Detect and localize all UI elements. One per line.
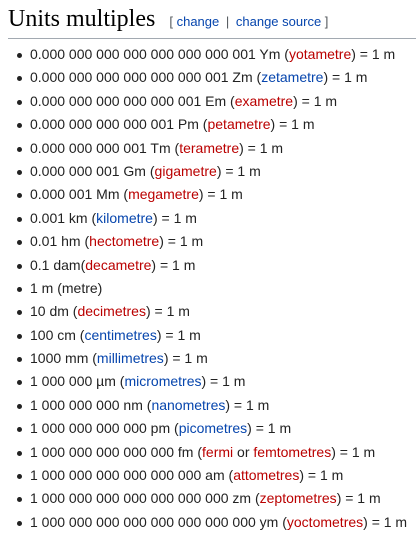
close-text: ) = 1 m <box>323 69 368 86</box>
unit-value: 0.000 001 Mm <box>30 186 120 203</box>
open-text: ( <box>115 373 125 390</box>
change-source-link[interactable]: change source <box>235 14 322 29</box>
open-text: ( <box>119 186 129 203</box>
open-text: ( <box>226 92 235 109</box>
open-text: ( <box>88 350 97 367</box>
unit-name-link[interactable]: hectometre <box>89 233 160 250</box>
close-text: ) = 1 m <box>336 490 381 507</box>
unit-value: 0.000 000 000 000 001 Pm <box>30 116 199 133</box>
close-text: ) = 1 m <box>247 420 292 437</box>
open-text: ( <box>145 162 155 179</box>
list-item <box>0 90 418 113</box>
list-item <box>0 464 418 487</box>
close-text: ) = 1 m <box>299 467 344 484</box>
close-text: ) = 1 m <box>145 303 190 320</box>
list-item <box>0 277 418 300</box>
section-title: Units multiples <box>8 6 156 32</box>
link-joiner: or <box>233 443 254 460</box>
close-text: ) = 1 m <box>152 209 197 226</box>
unit-name-link[interactable]: terametre <box>179 139 240 156</box>
unit-value: 0.01 hm <box>30 233 81 250</box>
unit-value: 1 000 000 000 000 pm <box>30 420 171 437</box>
list-item <box>0 66 418 89</box>
unit-value: 0.000 000 001 Gm <box>30 162 146 179</box>
unit-value: 100 cm <box>30 326 76 343</box>
list-item <box>0 207 418 230</box>
open-text: ( <box>68 303 78 320</box>
unit-name-link[interactable]: zetametre <box>261 69 324 86</box>
open-text: ( <box>280 46 289 62</box>
unit-value: 10 dm <box>30 303 69 320</box>
list-item <box>0 441 418 464</box>
open-text: ( <box>170 420 179 437</box>
unit-value: 0.000 000 000 000 000 001 Em <box>30 92 227 109</box>
unit-name-link[interactable]: kilometre <box>96 209 153 226</box>
unit-value: 1 000 000 000 nm <box>30 396 143 413</box>
unit-name-link[interactable]: nanometres <box>151 396 226 413</box>
edit-separator: | <box>225 14 230 29</box>
open-text: ( <box>170 139 180 156</box>
unit-value: 0.1 dam <box>30 256 81 273</box>
edit-open-bracket: [ <box>169 14 173 29</box>
unit-name-link[interactable]: megametre <box>128 186 199 203</box>
list-item <box>0 160 418 183</box>
close-text: ) = 1 m <box>331 443 376 460</box>
list-item <box>0 324 418 347</box>
open-text: ( <box>224 467 234 484</box>
close-text: ) = 1 m <box>270 116 315 133</box>
unit-name-link[interactable]: decimetres <box>77 303 146 320</box>
close-text: ) = 1 m <box>151 256 196 273</box>
unit-name-link[interactable]: fermi <box>202 443 234 460</box>
close-text: ) = 1 m <box>159 233 204 250</box>
edit-close-bracket: ] <box>324 14 329 29</box>
edit-section-links <box>169 14 328 29</box>
open-text: ( <box>80 233 90 250</box>
unit-name-link[interactable]: gigametre <box>154 162 217 179</box>
unit-value: 1 000 000 µm <box>30 373 116 390</box>
list-item <box>0 113 418 136</box>
change-link[interactable]: change <box>176 14 220 29</box>
unit-value: 0.000 000 000 000 000 000 000 001 Ym <box>30 46 281 62</box>
open-text: ( <box>75 326 85 343</box>
unit-name-link[interactable]: picometres <box>178 420 248 437</box>
close-text: ) = 1 m <box>163 350 208 367</box>
list-item <box>0 254 418 277</box>
unit-value: 0.001 km <box>30 209 88 226</box>
section-heading <box>8 6 416 39</box>
list-item <box>0 137 418 160</box>
list-item <box>0 417 418 440</box>
unit-name-link[interactable]: micrometres <box>124 373 202 390</box>
unit-name-link[interactable]: zeptometres <box>259 490 337 507</box>
open-text: ( <box>252 69 262 86</box>
units-multiples-list <box>0 43 418 534</box>
unit-name-link[interactable]: centimetres <box>84 326 157 343</box>
unit-name-link[interactable]: petametre <box>207 116 271 133</box>
unit-value: 1 m (metre) <box>30 279 103 296</box>
close-text: ) = 1 m <box>225 396 270 413</box>
unit-name-link[interactable]: attometres <box>233 467 300 484</box>
close-text: ) = 1 m <box>198 186 243 203</box>
close-text: ) = 1 m <box>293 92 338 109</box>
unit-name-link[interactable]: femtometres <box>253 443 332 460</box>
close-text: ) = 1 m <box>363 513 408 530</box>
open-text: ( <box>142 396 152 413</box>
close-text: ) = 1 m <box>351 46 396 62</box>
close-text: ) = 1 m <box>239 139 284 156</box>
open-text: ( <box>198 116 208 133</box>
close-text: ) = 1 m <box>216 162 261 179</box>
list-item <box>0 183 418 206</box>
unit-name-link[interactable]: millimetres <box>96 350 164 367</box>
list-item <box>0 230 418 253</box>
unit-value: 1 000 000 000 000 000 000 000 000 ym <box>30 513 279 530</box>
unit-name-link[interactable]: yoctometres <box>286 513 364 530</box>
unit-name-link[interactable]: yotametre <box>288 46 352 62</box>
open-text: ( <box>87 209 97 226</box>
unit-name-link[interactable]: decametre <box>85 256 152 273</box>
close-text: ) = 1 m <box>156 326 201 343</box>
unit-value: 0.000 000 000 001 Tm <box>30 139 171 156</box>
list-item <box>0 347 418 370</box>
open-text: ( <box>251 490 260 507</box>
close-text: ) = 1 m <box>201 373 246 390</box>
unit-value: 1 000 000 000 000 000 000 000 zm <box>30 490 252 507</box>
unit-name-link[interactable]: exametre <box>234 92 294 109</box>
unit-value: 0.000 000 000 000 000 000 001 Zm <box>30 69 253 86</box>
list-item <box>0 487 418 510</box>
list-item <box>0 511 418 534</box>
open-text: ( <box>193 443 203 460</box>
open-text: ( <box>80 256 86 273</box>
list-item <box>0 43 418 66</box>
list-item <box>0 394 418 417</box>
unit-value: 1 000 000 000 000 000 000 am <box>30 467 225 484</box>
list-item <box>0 370 418 393</box>
open-text: ( <box>278 513 287 530</box>
unit-value: 1000 mm <box>30 350 89 367</box>
unit-value: 1 000 000 000 000 000 fm <box>30 443 194 460</box>
list-item <box>0 300 418 323</box>
